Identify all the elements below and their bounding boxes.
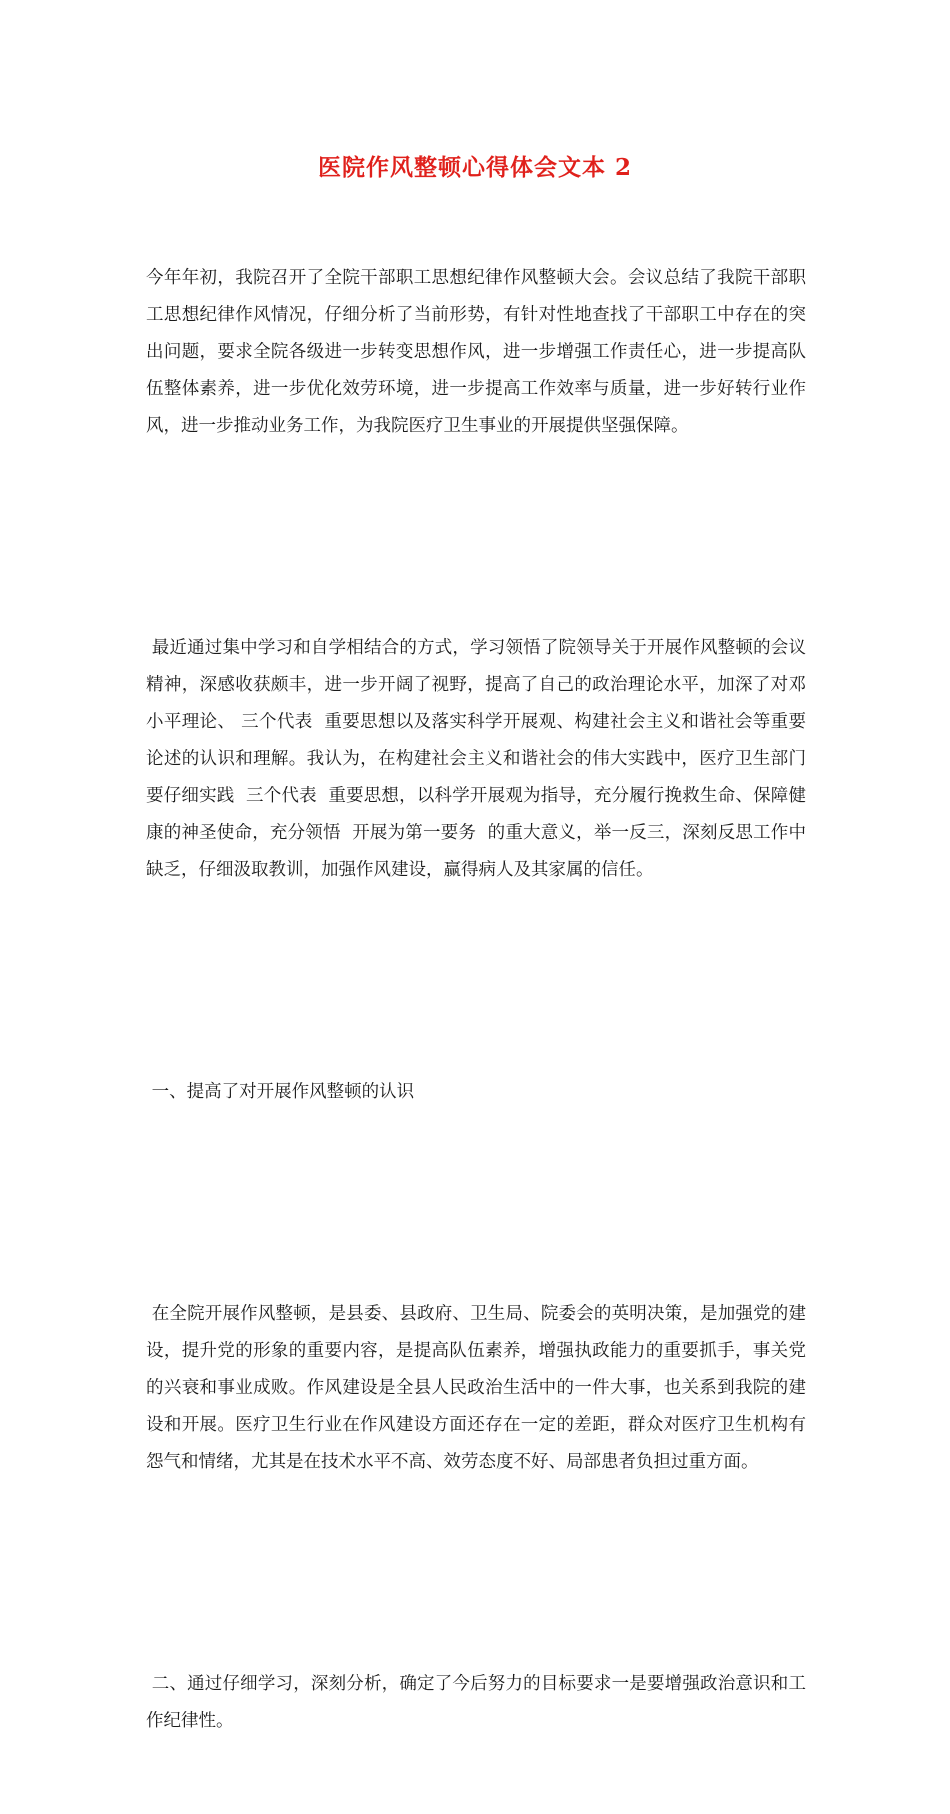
paragraph-gap — [146, 1555, 806, 1592]
paragraph-gap — [146, 1185, 806, 1222]
paragraph-gap — [146, 963, 806, 1000]
section-heading-one: 一、提高了对开展作风整顿的认识 — [146, 1082, 415, 1102]
paragraph-gap — [146, 519, 806, 556]
section-heading-two: 二、通过仔细学习，深刻分析，确定了今后努力的目标要求一是要增强政治意识和工作纪律性。 — [146, 1674, 806, 1731]
paragraph-section-one: 在全院开展作风整顿，是县委、县政府、卫生局、院委会的英明决策，是加强党的建设，提升党的形象的重要内容，是提高队伍素养，增强执政能力的重要抓手，事关党的兴衰和事业成败。作风建设是全县人民政治生活中的一件大事，也关系到我院的建设和开展。医疗卫生行业在作风建设方面还存在一定的差距，群众对医疗卫生机构有怨气和情绪，尤其是在技术水平不高、效劳态度不好、局部患者负担过重方面。 — [146, 1304, 806, 1472]
document-title: 医院作风整顿心得体会文本 2 — [317, 154, 632, 181]
paragraph-intro: 今年年初，我院召开了全院干部职工思想纪律作风整顿大会。会议总结了我院干部职工思想纪律作风情况，仔细分析了当前形势，有针对性地查找了干部职工中存在的突出问题，要求全院各级进一步转变思想作风，进一步增强工作责任心，进一步提高队伍整体素养，进一步优化效劳环境，进一步提高工作效率与质量，进一步好转行业作风，进一步推动业务工作，为我院医疗卫生事业的开展提供坚强保障。 — [146, 268, 806, 436]
document-body — [146, 186, 806, 1814]
paragraph-study: 最近通过集中学习和自学相结合的方式，学习领悟了院领导关于开展作风整顿的会议精神，深感收获颇丰，进一步开阔了视野，提高了自己的政治理论水平，加深了对邓小平理论、 三个代表 重要思想以及落实科学开展观、构建社会主义和谐社会等重要论述的认识和理解。我认为，在构建社会主义和谐社会的伟大实践中，医疗卫生部门要仔细实践 三个代表 重要思想，以科学开展观为指导，充分履行挽救生命、保障健康的神圣使命，充分领悟 开展为第一要务 的重大意义，举一反三，深刻反思工作中缺乏，仔细汲取教训，加强作风建设，赢得病人及其家属的信任。 — [146, 638, 806, 880]
